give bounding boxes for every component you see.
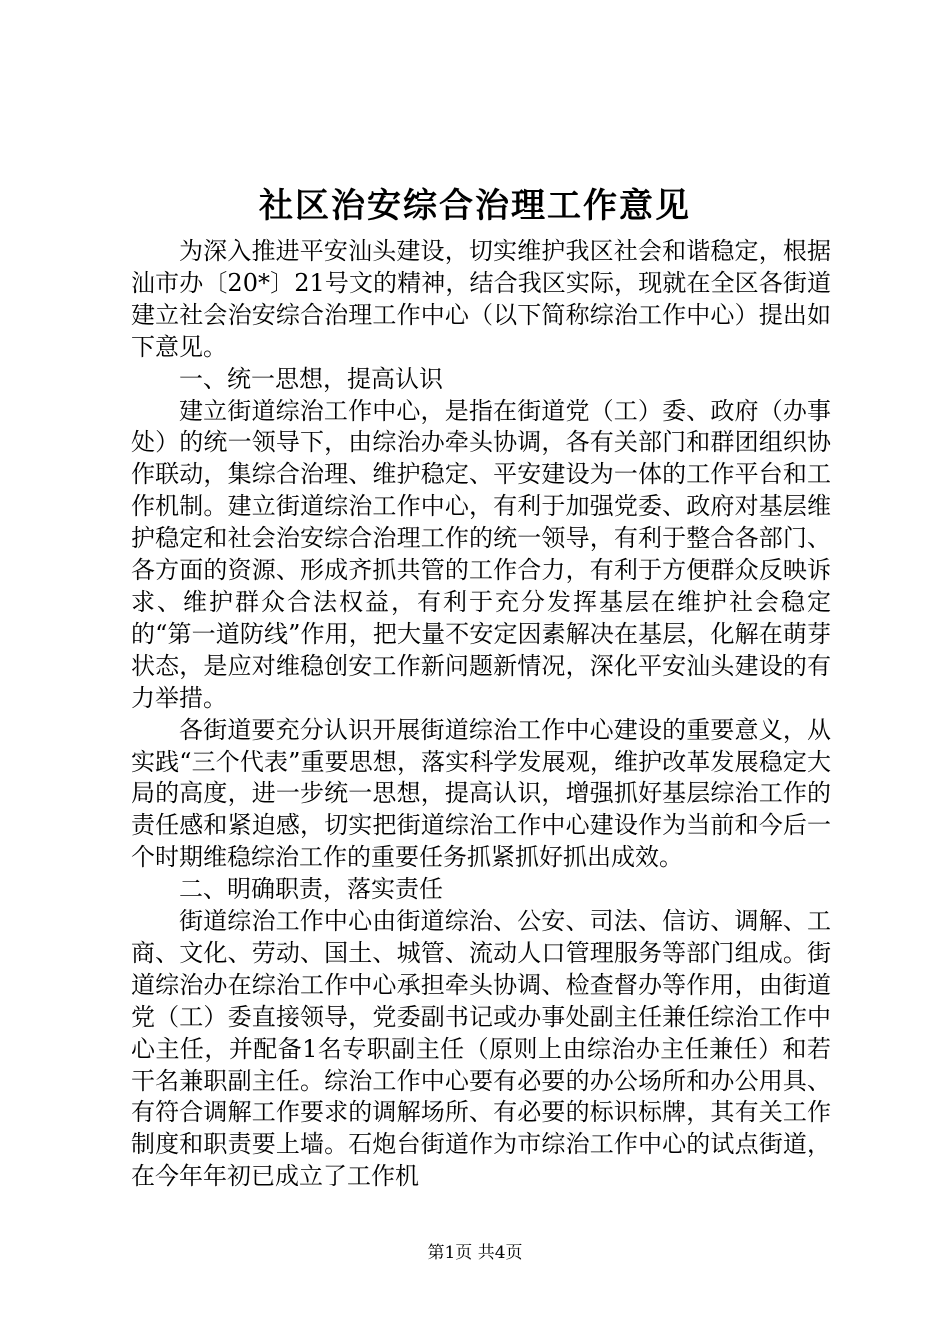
paragraph-section2-a: 街道综治工作中心由街道综治、公安、司法、信访、调解、工商、文化、劳动、国土、城管、流动人口管理服务等部门组成。街道综治办在综治工作中心承担牵头协调、检查督办等作用，由街道党（工）委直接领导，党委副书记或办事处副主任兼任综治工作中心主任，并配备1名专职副主任（原则上由综治办主任兼任）和若干名兼职副主任。综治工作中心要有必要的办公场所和办公用具、有符合调解工作要求的调解场所、有必要的标识标牌，其有关工作制度和职责要上墙。石炮台街道作为市综治工作中心的试点街道，在今年年初已成立了工作机 bbox=[131, 907, 831, 1191]
section-heading-2: 二、明确职责，落实责任 bbox=[179, 875, 443, 904]
document-body bbox=[131, 236, 831, 1193]
document-title: 社区治安综合治理工作意见 bbox=[259, 186, 691, 226]
paragraph-section1-a: 建立街道综治工作中心，是指在街道党（工）委、政府（办事处）的统一领导下，由综治办牵头协调，各有关部门和群团组织协作联动，集综合治理、维护稳定、平安建设为一体的工作平台和工作机制。建立街道综治工作中心，有利于加强党委、政府对基层维护稳定和社会治安综合治理工作的统一领导，有利于整合各部门、各方面的资源、形成齐抓共管的工作合力，有利于方便群众反映诉求、维护群众合法权益，有利于充分发挥基层在维护社会稳定的“第一道防线”作用，把大量不安定因素解决在基层，化解在萌芽状态，是应对维稳创安工作新问题新情况，深化平安汕头建设的有力举措。 bbox=[131, 396, 831, 712]
paragraph-section1-b: 各街道要充分认识开展街道综治工作中心建设的重要意义，从实践“三个代表”重要思想，落实科学发展观，维护改革发展稳定大局的高度，进一步统一思想，提高认识，增强抓好基层综治工作的责任感和紧迫感，切实把街道综治工作中心建设作为当前和今后一个时期维稳综治工作的重要任务抓紧抓好抓出成效。 bbox=[131, 715, 831, 872]
page-footer: 第1页 共4页 bbox=[427, 1243, 523, 1263]
section-heading-1: 一、统一思想，提高认识 bbox=[179, 364, 443, 393]
paragraph-intro: 为深入推进平安汕头建设，切实维护我区社会和谐稳定，根据汕市办〔20*〕21号文的精神，结合我区实际，现就在全区各街道建立社会治安综合治理工作中心（以下简称综治工作中心）提出如下意见。 bbox=[131, 237, 831, 361]
